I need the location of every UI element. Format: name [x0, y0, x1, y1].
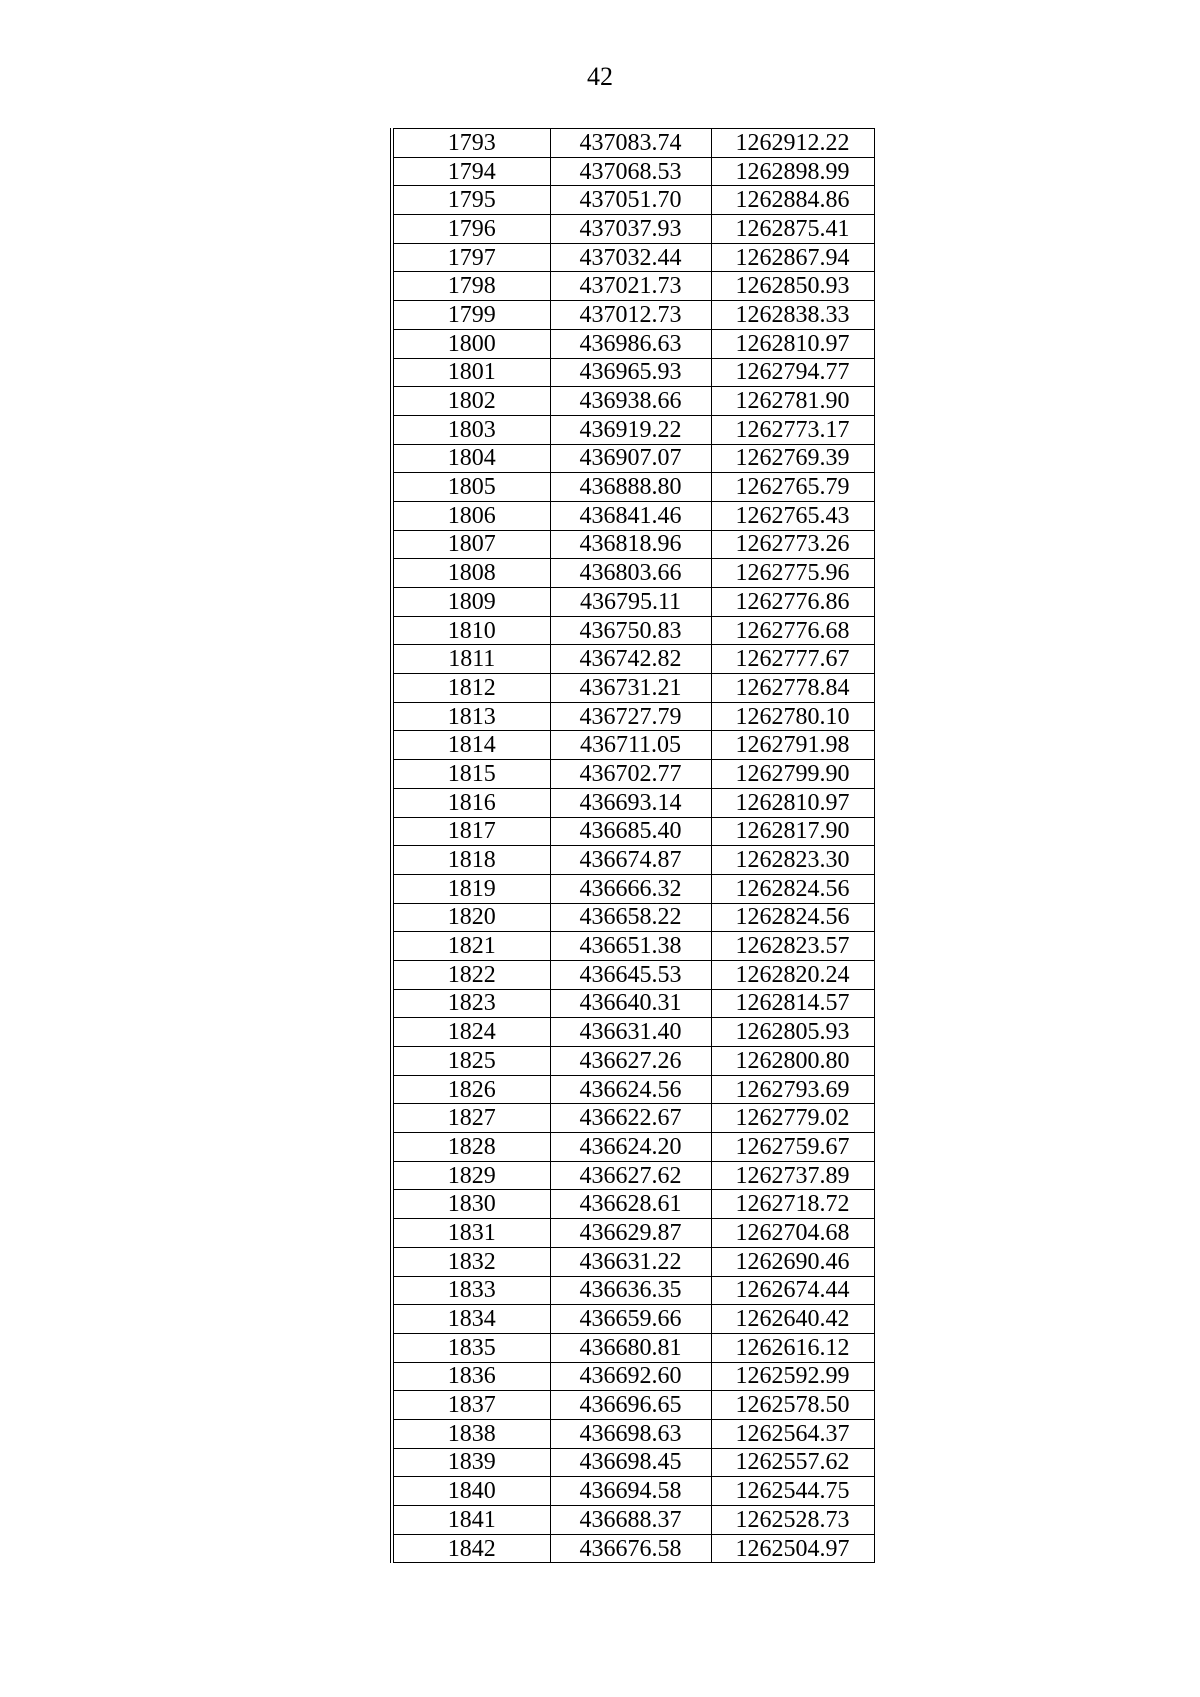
y-coordinate-cell: 1262773.17: [711, 415, 874, 444]
x-coordinate-cell: 436742.82: [550, 645, 711, 674]
x-coordinate-cell: 436636.35: [550, 1276, 711, 1305]
point-number-cell: 1830: [392, 1190, 550, 1219]
point-number-cell: 1821: [392, 932, 550, 961]
table-row: [392, 760, 874, 789]
point-number-cell: 1800: [392, 329, 550, 358]
y-coordinate-cell: 1262557.62: [711, 1448, 874, 1477]
coordinates-table-body: [392, 129, 874, 1563]
point-number-cell: 1809: [392, 588, 550, 617]
table-row: [392, 1104, 874, 1133]
table-row: [392, 1448, 874, 1477]
x-coordinate-cell: 436919.22: [550, 415, 711, 444]
point-number-cell: 1828: [392, 1133, 550, 1162]
x-coordinate-cell: 437021.73: [550, 272, 711, 301]
point-number-cell: 1808: [392, 559, 550, 588]
table-row: [392, 1018, 874, 1047]
x-coordinate-cell: 436674.87: [550, 846, 711, 875]
x-coordinate-cell: 436938.66: [550, 387, 711, 416]
y-coordinate-cell: 1262781.90: [711, 387, 874, 416]
x-coordinate-cell: 436702.77: [550, 760, 711, 789]
x-coordinate-cell: 436622.67: [550, 1104, 711, 1133]
point-number-cell: 1818: [392, 846, 550, 875]
point-number-cell: 1820: [392, 903, 550, 932]
x-coordinate-cell: 436685.40: [550, 817, 711, 846]
point-number-cell: 1805: [392, 473, 550, 502]
x-coordinate-cell: 436628.61: [550, 1190, 711, 1219]
y-coordinate-cell: 1262799.90: [711, 760, 874, 789]
y-coordinate-cell: 1262838.33: [711, 301, 874, 330]
table-row: [392, 1247, 874, 1276]
table-row: [392, 358, 874, 387]
point-number-cell: 1798: [392, 272, 550, 301]
x-coordinate-cell: 437032.44: [550, 243, 711, 272]
y-coordinate-cell: 1262810.97: [711, 788, 874, 817]
y-coordinate-cell: 1262578.50: [711, 1391, 874, 1420]
y-coordinate-cell: 1262616.12: [711, 1333, 874, 1362]
x-coordinate-cell: 436711.05: [550, 731, 711, 760]
point-number-cell: 1802: [392, 387, 550, 416]
table-row: [392, 616, 874, 645]
x-coordinate-cell: 437068.53: [550, 157, 711, 186]
y-coordinate-cell: 1262824.56: [711, 874, 874, 903]
table-row: [392, 1305, 874, 1334]
point-number-cell: 1823: [392, 989, 550, 1018]
point-number-cell: 1793: [392, 129, 550, 158]
table-row: [392, 674, 874, 703]
y-coordinate-cell: 1262765.79: [711, 473, 874, 502]
y-coordinate-cell: 1262780.10: [711, 702, 874, 731]
x-coordinate-cell: 436640.31: [550, 989, 711, 1018]
y-coordinate-cell: 1262793.69: [711, 1075, 874, 1104]
x-coordinate-cell: 436731.21: [550, 674, 711, 703]
table-row: [392, 387, 874, 416]
table-row: [392, 1333, 874, 1362]
table-row: [392, 186, 874, 215]
y-coordinate-cell: 1262912.22: [711, 129, 874, 158]
y-coordinate-cell: 1262814.57: [711, 989, 874, 1018]
y-coordinate-cell: 1262824.56: [711, 903, 874, 932]
y-coordinate-cell: 1262544.75: [711, 1477, 874, 1506]
y-coordinate-cell: 1262884.86: [711, 186, 874, 215]
y-coordinate-cell: 1262777.67: [711, 645, 874, 674]
page-number: 42: [587, 62, 613, 91]
y-coordinate-cell: 1262690.46: [711, 1247, 874, 1276]
point-number-cell: 1842: [392, 1534, 550, 1563]
point-number-cell: 1801: [392, 358, 550, 387]
table-row: [392, 1391, 874, 1420]
table-row: [392, 874, 874, 903]
y-coordinate-cell: 1262504.97: [711, 1534, 874, 1563]
table-row: [392, 559, 874, 588]
table-row: [392, 1190, 874, 1219]
y-coordinate-cell: 1262773.26: [711, 530, 874, 559]
x-coordinate-cell: 437051.70: [550, 186, 711, 215]
table-row: [392, 588, 874, 617]
table-row: [392, 788, 874, 817]
table-row: [392, 817, 874, 846]
coordinates-table: [390, 128, 875, 1563]
x-coordinate-cell: 436658.22: [550, 903, 711, 932]
point-number-cell: 1804: [392, 444, 550, 473]
point-number-cell: 1812: [392, 674, 550, 703]
point-number-cell: 1803: [392, 415, 550, 444]
table-row: [392, 932, 874, 961]
point-number-cell: 1829: [392, 1161, 550, 1190]
table-row: [392, 157, 874, 186]
y-coordinate-cell: 1262776.68: [711, 616, 874, 645]
y-coordinate-cell: 1262867.94: [711, 243, 874, 272]
x-coordinate-cell: 436803.66: [550, 559, 711, 588]
table-row: [392, 473, 874, 502]
point-number-cell: 1795: [392, 186, 550, 215]
y-coordinate-cell: 1262823.57: [711, 932, 874, 961]
x-coordinate-cell: 436629.87: [550, 1219, 711, 1248]
table-row: [392, 444, 874, 473]
y-coordinate-cell: 1262778.84: [711, 674, 874, 703]
y-coordinate-cell: 1262875.41: [711, 215, 874, 244]
y-coordinate-cell: 1262779.02: [711, 1104, 874, 1133]
table-row: [392, 129, 874, 158]
table-row: [392, 903, 874, 932]
table-row: [392, 731, 874, 760]
x-coordinate-cell: 436627.26: [550, 1047, 711, 1076]
point-number-cell: 1822: [392, 960, 550, 989]
y-coordinate-cell: 1262823.30: [711, 846, 874, 875]
point-number-cell: 1816: [392, 788, 550, 817]
x-coordinate-cell: 436750.83: [550, 616, 711, 645]
point-number-cell: 1815: [392, 760, 550, 789]
x-coordinate-cell: 436907.07: [550, 444, 711, 473]
point-number-cell: 1838: [392, 1419, 550, 1448]
y-coordinate-cell: 1262737.89: [711, 1161, 874, 1190]
y-coordinate-cell: 1262817.90: [711, 817, 874, 846]
point-number-cell: 1840: [392, 1477, 550, 1506]
table-row: [392, 989, 874, 1018]
x-coordinate-cell: 437012.73: [550, 301, 711, 330]
x-coordinate-cell: 437083.74: [550, 129, 711, 158]
x-coordinate-cell: 436692.60: [550, 1362, 711, 1391]
table-row: [392, 1047, 874, 1076]
y-coordinate-cell: 1262850.93: [711, 272, 874, 301]
point-number-cell: 1824: [392, 1018, 550, 1047]
y-coordinate-cell: 1262898.99: [711, 157, 874, 186]
y-coordinate-cell: 1262528.73: [711, 1506, 874, 1535]
table-row: [392, 1477, 874, 1506]
x-coordinate-cell: 436694.58: [550, 1477, 711, 1506]
y-coordinate-cell: 1262769.39: [711, 444, 874, 473]
x-coordinate-cell: 436666.32: [550, 874, 711, 903]
table-row: [392, 301, 874, 330]
point-number-cell: 1837: [392, 1391, 550, 1420]
x-coordinate-cell: 436631.40: [550, 1018, 711, 1047]
y-coordinate-cell: 1262592.99: [711, 1362, 874, 1391]
x-coordinate-cell: 436680.81: [550, 1333, 711, 1362]
point-number-cell: 1831: [392, 1219, 550, 1248]
x-coordinate-cell: 436795.11: [550, 588, 711, 617]
table-row: [392, 501, 874, 530]
x-coordinate-cell: 436698.63: [550, 1419, 711, 1448]
table-row: [392, 530, 874, 559]
y-coordinate-cell: 1262810.97: [711, 329, 874, 358]
y-coordinate-cell: 1262800.80: [711, 1047, 874, 1076]
point-number-cell: 1819: [392, 874, 550, 903]
table-row: [392, 415, 874, 444]
point-number-cell: 1839: [392, 1448, 550, 1477]
x-coordinate-cell: 436965.93: [550, 358, 711, 387]
x-coordinate-cell: 436696.65: [550, 1391, 711, 1420]
table-row: [392, 645, 874, 674]
point-number-cell: 1825: [392, 1047, 550, 1076]
table-row: [392, 243, 874, 272]
x-coordinate-cell: 436841.46: [550, 501, 711, 530]
point-number-cell: 1835: [392, 1333, 550, 1362]
x-coordinate-cell: 436698.45: [550, 1448, 711, 1477]
x-coordinate-cell: 436888.80: [550, 473, 711, 502]
point-number-cell: 1826: [392, 1075, 550, 1104]
x-coordinate-cell: 436676.58: [550, 1534, 711, 1563]
table-row: [392, 1075, 874, 1104]
y-coordinate-cell: 1262640.42: [711, 1305, 874, 1334]
table-row: [392, 1161, 874, 1190]
table-row: [392, 1534, 874, 1563]
x-coordinate-cell: 436727.79: [550, 702, 711, 731]
table-row: [392, 1276, 874, 1305]
point-number-cell: 1817: [392, 817, 550, 846]
point-number-cell: 1796: [392, 215, 550, 244]
point-number-cell: 1833: [392, 1276, 550, 1305]
x-coordinate-cell: 436651.38: [550, 932, 711, 961]
y-coordinate-cell: 1262704.68: [711, 1219, 874, 1248]
x-coordinate-cell: 436659.66: [550, 1305, 711, 1334]
y-coordinate-cell: 1262794.77: [711, 358, 874, 387]
y-coordinate-cell: 1262718.72: [711, 1190, 874, 1219]
table-row: [392, 1362, 874, 1391]
x-coordinate-cell: 436624.20: [550, 1133, 711, 1162]
y-coordinate-cell: 1262759.67: [711, 1133, 874, 1162]
point-number-cell: 1814: [392, 731, 550, 760]
point-number-cell: 1811: [392, 645, 550, 674]
point-number-cell: 1836: [392, 1362, 550, 1391]
point-number-cell: 1794: [392, 157, 550, 186]
table-row: [392, 960, 874, 989]
point-number-cell: 1807: [392, 530, 550, 559]
x-coordinate-cell: 436818.96: [550, 530, 711, 559]
point-number-cell: 1797: [392, 243, 550, 272]
table-row: [392, 1219, 874, 1248]
table-row: [392, 1506, 874, 1535]
table-row: [392, 272, 874, 301]
y-coordinate-cell: 1262776.86: [711, 588, 874, 617]
table-row: [392, 1419, 874, 1448]
table-row: [392, 846, 874, 875]
x-coordinate-cell: 436693.14: [550, 788, 711, 817]
y-coordinate-cell: 1262805.93: [711, 1018, 874, 1047]
point-number-cell: 1813: [392, 702, 550, 731]
point-number-cell: 1841: [392, 1506, 550, 1535]
y-coordinate-cell: 1262674.44: [711, 1276, 874, 1305]
point-number-cell: 1806: [392, 501, 550, 530]
x-coordinate-cell: 436624.56: [550, 1075, 711, 1104]
y-coordinate-cell: 1262564.37: [711, 1419, 874, 1448]
y-coordinate-cell: 1262775.96: [711, 559, 874, 588]
point-number-cell: 1810: [392, 616, 550, 645]
y-coordinate-cell: 1262820.24: [711, 960, 874, 989]
x-coordinate-cell: 437037.93: [550, 215, 711, 244]
point-number-cell: 1827: [392, 1104, 550, 1133]
x-coordinate-cell: 436986.63: [550, 329, 711, 358]
x-coordinate-cell: 436627.62: [550, 1161, 711, 1190]
x-coordinate-cell: 436645.53: [550, 960, 711, 989]
y-coordinate-cell: 1262791.98: [711, 731, 874, 760]
table-row: [392, 215, 874, 244]
point-number-cell: 1834: [392, 1305, 550, 1334]
x-coordinate-cell: 436688.37: [550, 1506, 711, 1535]
point-number-cell: 1832: [392, 1247, 550, 1276]
table-row: [392, 702, 874, 731]
table-row: [392, 329, 874, 358]
y-coordinate-cell: 1262765.43: [711, 501, 874, 530]
point-number-cell: 1799: [392, 301, 550, 330]
table-row: [392, 1133, 874, 1162]
x-coordinate-cell: 436631.22: [550, 1247, 711, 1276]
